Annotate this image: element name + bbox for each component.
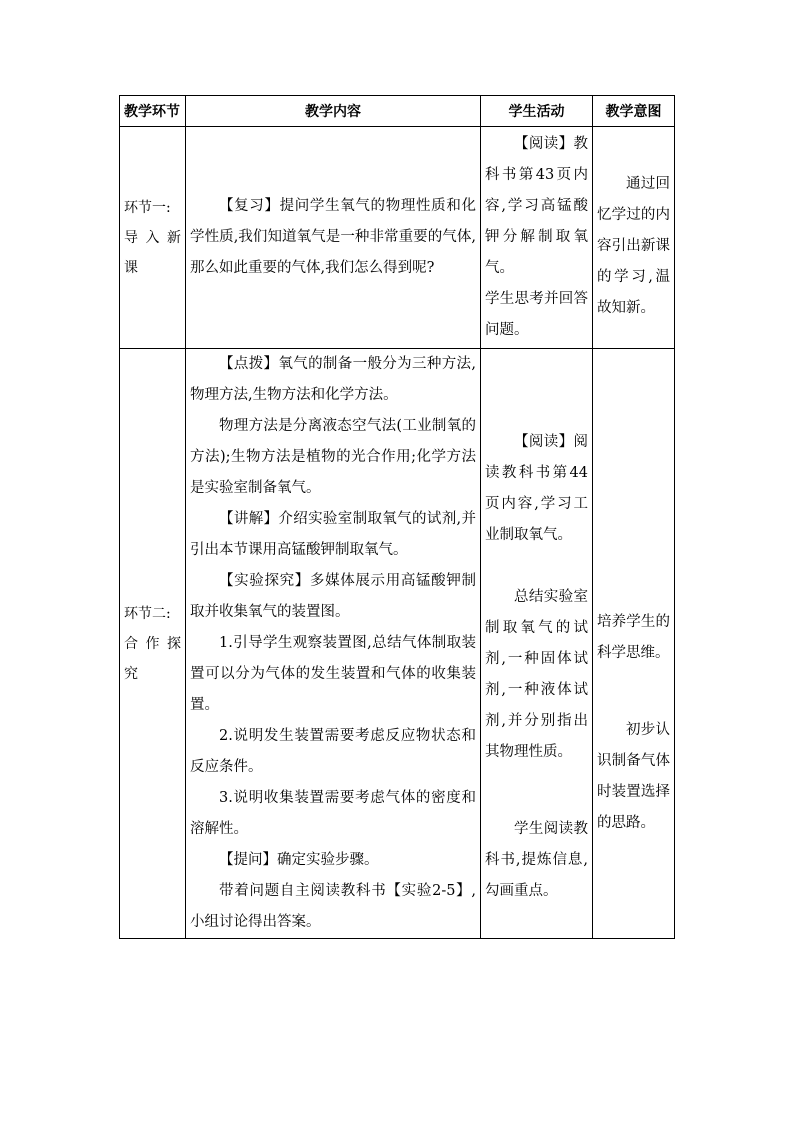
lesson-plan-table xyxy=(119,95,675,939)
content-cell xyxy=(186,127,481,349)
header-activity: 学生活动 xyxy=(481,96,593,127)
stage-line: 导入新 xyxy=(124,229,181,246)
stage-cell xyxy=(120,127,186,349)
header-row xyxy=(120,96,675,127)
content-paragraph: 物理方法是分离液态空气法(工业制氧的方法);生物方法是植物的光合作用;化学方法是实验室制备氧气。 xyxy=(190,418,476,496)
content-paragraph: 1.引导学生观察装置图,总结气体制取装置可以分为气体的发生装置和气体的收集装置。 xyxy=(190,635,476,713)
activity-paragraph: 【阅读】教科书第43页内容,学习高锰酸钾分解制取氧气。 xyxy=(485,136,588,276)
header-content: 教学内容 xyxy=(186,96,481,127)
stage-line: 合作探 xyxy=(124,635,181,652)
table-row xyxy=(120,127,675,349)
stage-line: 环节二: xyxy=(124,605,171,622)
content-paragraph: 【复习】提问学生氧气的物理性质和化学性质,我们知道氧气是一种非常重要的气体,那么如此重要的气体,我们怎么得到呢? xyxy=(190,198,476,276)
activity-paragraph: 总结实验室制取氧气的试剂,一种固体试剂,一种液体试剂,并分别指出其物理性质。 xyxy=(485,588,588,760)
stage-cell xyxy=(120,349,186,939)
content-paragraph: 【点拨】氧气的制备一般分为三种方法,物理方法,生物方法和化学方法。 xyxy=(190,356,476,403)
activity-paragraph: 学生阅读教科书,提炼信息,勾画重点。 xyxy=(485,820,588,899)
intent-paragraph: 培养学生的科学思维。 xyxy=(597,613,670,661)
activity-paragraph: 学生思考并回答问题。 xyxy=(485,291,588,338)
content-paragraph: 带着问题自主阅读教科书【实验2-5】,小组讨论得出答案。 xyxy=(190,883,476,930)
content-paragraph: 【实验探究】多媒体展示用高锰酸钾制取并收集氧气的装置图。 xyxy=(190,573,476,620)
intent-cell xyxy=(593,349,675,939)
intent-cell xyxy=(593,127,675,349)
content-paragraph: 【讲解】介绍实验室制取氧气的试剂,并引出本节课用高锰酸钾制取氧气。 xyxy=(190,511,476,558)
header-intent: 教学意图 xyxy=(593,96,675,127)
stage-line: 究 xyxy=(124,665,138,682)
stage-line: 课 xyxy=(124,259,138,276)
table-row xyxy=(120,349,675,939)
content-cell xyxy=(186,349,481,939)
activity-paragraph: 【阅读】阅读教科书第44页内容,学习工业制取氧气。 xyxy=(485,433,588,543)
stage-line: 环节一: xyxy=(124,199,171,216)
header-stage: 教学环节 xyxy=(120,96,186,127)
intent-paragraph: 初步认识制备气体时装置选择的思路。 xyxy=(597,721,670,831)
intent-paragraph: 通过回忆学过的内容引出新课的学习,温故知新。 xyxy=(597,176,670,316)
content-paragraph: 2.说明发生装置需要考虑反应物状态和反应条件。 xyxy=(190,728,476,775)
content-paragraph: 【提问】确定实验步骤。 xyxy=(219,852,379,868)
activity-cell xyxy=(481,349,593,939)
content-paragraph: 3.说明收集装置需要考虑气体的密度和溶解性。 xyxy=(190,790,476,837)
activity-cell xyxy=(481,127,593,349)
